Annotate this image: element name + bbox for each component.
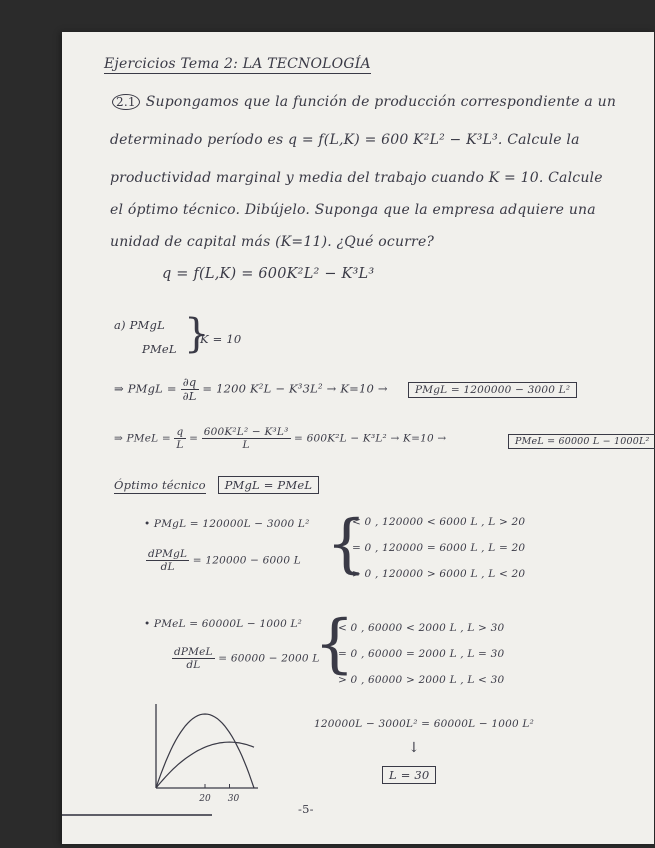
pme-derivation: ⇒ PMeL = $\frac{q}{L}$ = $\frac{\text{600K²L² − K³L³}}{L}$ = 600K²L − K³L² → K=10 → <box>114 426 447 452</box>
pme-case-1: < 0 , 60000 < 2000 L , L > 30 <box>338 622 505 634</box>
pmg-case-1: < 0 , 120000 < 6000 L , L > 20 <box>352 516 526 528</box>
bottom-rule <box>62 814 212 816</box>
pme-definition: • PMeL = 60000L − 1000 L² <box>144 618 303 630</box>
pme-fraction-1: $\frac{q}{L}$ <box>176 426 184 452</box>
optimo-equation: 120000L − 3000L² = 60000L − 1000 L² <box>314 718 534 730</box>
part-a-brace: } <box>184 311 210 357</box>
part-a-label: a) PMgL <box>114 318 165 332</box>
optimo-condition: PMgL = PMeL <box>218 476 320 494</box>
notebook-page <box>62 32 654 844</box>
graph-tick-label-30: 30 <box>227 794 240 804</box>
optimo-result-box: L = 30 <box>382 766 436 784</box>
page-number: -5- <box>298 802 314 816</box>
pmg-partial-fraction: $\frac{\partial q}{\partial L}$ <box>182 375 197 404</box>
problem-line-4: el óptimo técnico. Dibújelo. Suponga que la empresa adquiere una <box>110 202 596 218</box>
problem-line-3: productividad marginal y media del trabajo cuando K = 10. Calcule <box>110 170 603 186</box>
problem-line-2: determinado período es q = f(L,K) = 600 K²L² − K³L³. Calcule la <box>110 132 580 148</box>
pmg-case-3: > 0 , 120000 > 6000 L , L < 20 <box>352 568 526 580</box>
pme-derivative: $\frac{\text{dPMeL}}{dL}$ = 60000 − 2000 L <box>174 646 320 672</box>
production-function: q = f(L,K) = 600K²L² − K³L³ <box>162 266 375 282</box>
pmg-curve <box>156 714 254 788</box>
problem-number: 2.1 <box>112 94 140 110</box>
down-arrow-icon: ↓ <box>408 740 420 756</box>
pmg-case-2: = 0 , 120000 = 6000 L , L = 20 <box>352 542 526 554</box>
pme-fraction-2: $\frac{\text{600K²L² − K³L³}}{L}$ <box>203 426 289 452</box>
pmg-cases-brace: { <box>326 507 367 581</box>
pmg-derivation: ⇒ PMgL = $\frac{\partial q}{\partial L}$ = 1200 K²L − K³3L² → K=10 → <box>114 375 388 404</box>
graph-tick-label-20: 20 <box>199 794 211 804</box>
pmg-definition: • PMgL = 120000L − 3000 L² <box>144 518 310 530</box>
part-a-condition: K = 10 <box>200 332 242 346</box>
pme-cases-brace: { <box>314 607 355 681</box>
pme-case-2: = 0 , 60000 = 2000 L , L = 30 <box>338 648 505 660</box>
part-a-item-pme: PMeL <box>142 342 177 356</box>
pmg-result-box: PMgL = 1200000 − 3000 L² <box>408 382 577 398</box>
pmg-derivative: $\frac{\text{dPMgL}}{dL}$ = 120000 − 6000 L <box>148 548 301 574</box>
page-title: Ejercicios Tema 2: LA TECNOLOGÍA <box>104 56 371 72</box>
productivity-graph <box>142 700 262 804</box>
problem-line-5: unidad de capital más (K=11). ¿Qué ocurre? <box>110 234 435 250</box>
pme-case-3: > 0 , 60000 > 2000 L , L < 30 <box>338 674 505 686</box>
optimo-heading: Óptimo técnico PMgL = PMeL <box>114 478 319 492</box>
problem-line-1: 2.1 Supongamos que la función de producción correspondiente a un <box>112 94 616 110</box>
pme-result-box: PMeL = 60000 L − 1000L² <box>508 434 655 449</box>
